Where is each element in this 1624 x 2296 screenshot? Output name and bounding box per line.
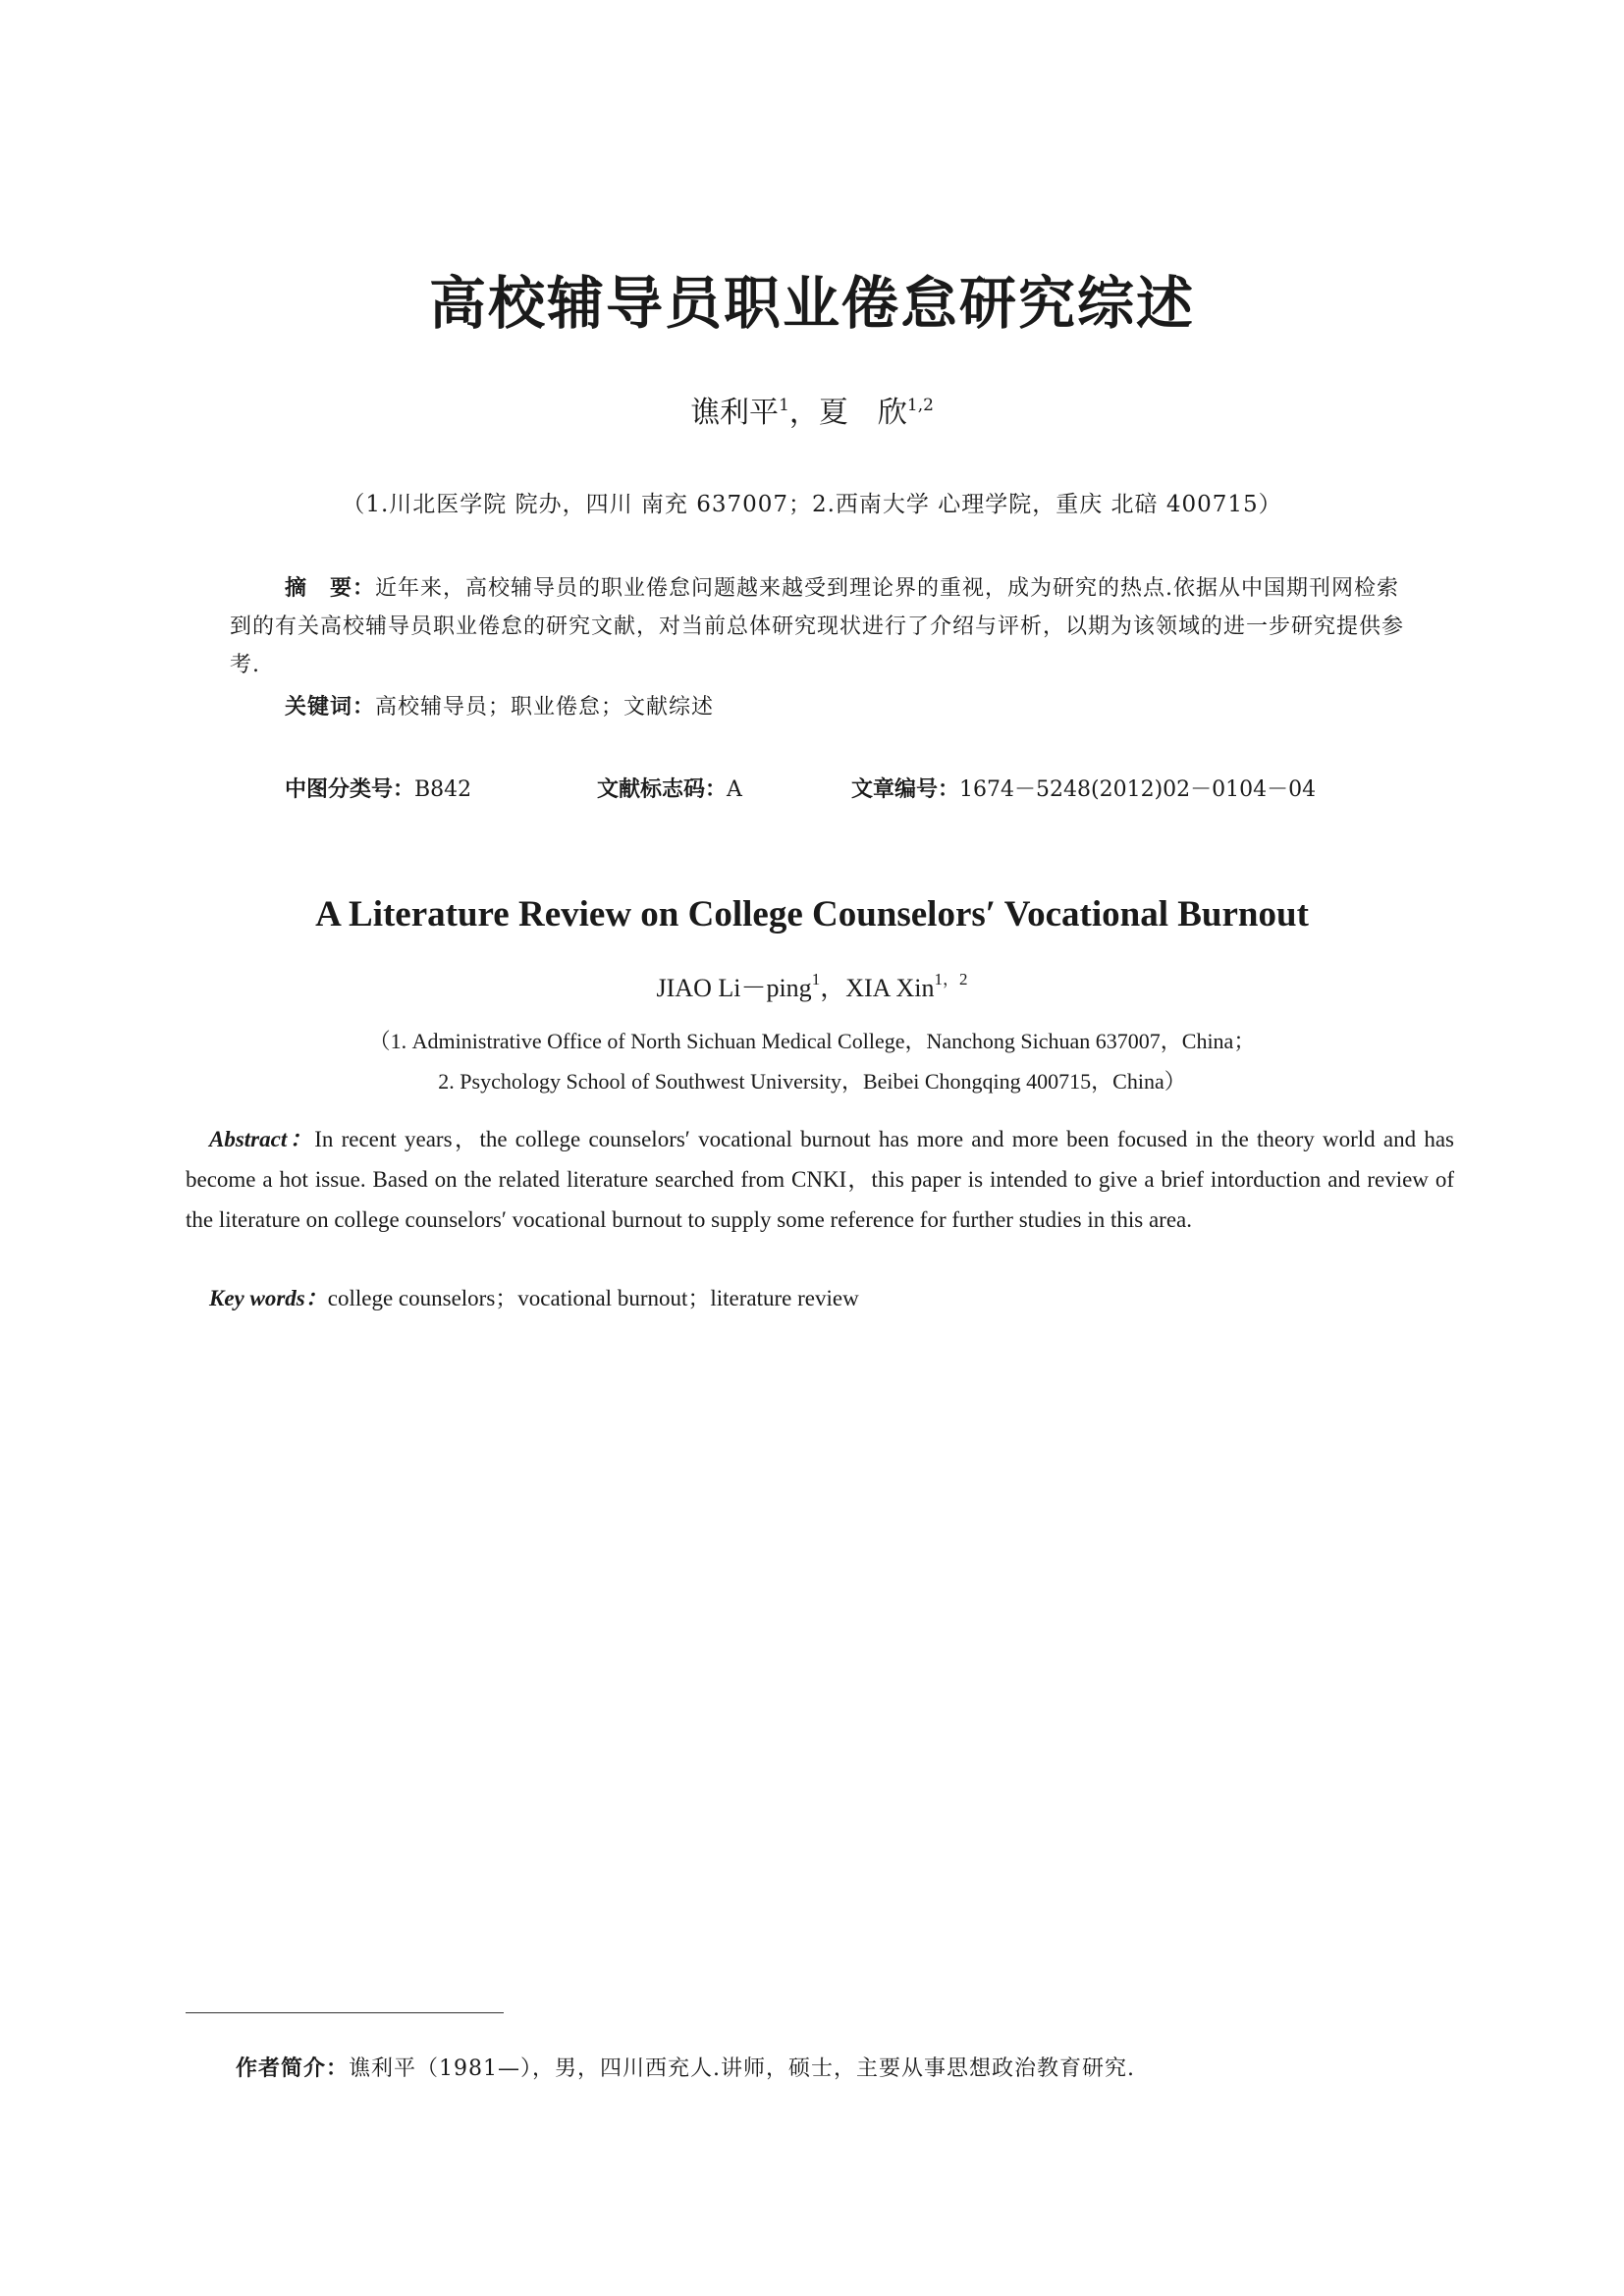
clc-value: B842 — [414, 777, 472, 802]
clc-number — [285, 773, 471, 803]
author-1-affil-mark: 1 — [779, 396, 789, 415]
chinese-keywords-text: 高校辅导员；职业倦怠；文献综述 — [375, 695, 715, 720]
author-1-name: 谯利平 — [690, 396, 780, 430]
chinese-abstract-text: 近年来，高校辅导员的职业倦怠问题越来越受到理论界的重视，成为研究的热点.依据从中国期刊网检索到的有关高校辅导员职业倦怠的研究文献，对当前总体研究现状进行了介绍与评析，以期为该领域的进一步研究提供参考. — [230, 576, 1405, 677]
chinese-affiliation: （1.川北医学院 院办，四川 南充 637007；2.西南大学 心理学院，重庆 北碚 400715） — [342, 492, 1282, 517]
english-affiliation-line-1: （1. Administrative Office of North Sichuan Medical College，Nanchong Sichuan 637007，China； — [368, 1029, 1256, 1053]
document-code-value: A — [727, 777, 742, 802]
english-title: A Literature Review on College Counselors′ Vocational Burnout — [315, 894, 1309, 934]
author-2-name: 夏 欣 — [818, 396, 907, 430]
english-abstract-label: Abstract： — [209, 1127, 315, 1151]
english-keywords-text: college counselors；vocational burnout；literature review — [327, 1286, 859, 1310]
chinese-abstract — [230, 569, 1408, 684]
chinese-keywords — [285, 690, 714, 721]
english-abstract-text: In recent years，the college counselors′ vocational burnout has more and more been focused in the theory world and has become a hot issue. Based on the related literature searched from CNKI，this paper is intended to give a brief intorduction and review of the literature on college counselors′ vocational burnout to supply some reference for further studies in this area. — [186, 1127, 1455, 1232]
clc-label: 中图分类号： — [285, 777, 415, 802]
english-author-2-mark: 1，2 — [934, 970, 968, 988]
english-author-separator: ， — [820, 974, 846, 1002]
chinese-authors — [0, 388, 1624, 431]
article-number-value: 1674－5248(2012)02－0104－04 — [959, 777, 1317, 802]
chinese-title: 高校辅导员职业倦怠研究综述 — [428, 270, 1195, 337]
english-affiliation-line-2: 2. Psychology School of Southwest University，Beibei Chongqing 400715，China） — [438, 1069, 1186, 1094]
chinese-abstract-label: 摘 要： — [285, 576, 376, 601]
english-author-1-mark: 1 — [811, 970, 821, 988]
footnote-divider — [186, 2012, 504, 2013]
footnote-label: 作者简介： — [236, 2056, 350, 2081]
document-code-label: 文献标志码： — [597, 777, 728, 802]
author-separator: ， — [788, 396, 819, 430]
document-code — [597, 773, 742, 803]
author-2-affil-mark: 1,2 — [906, 396, 934, 415]
english-author-2: XIA Xin — [845, 974, 935, 1002]
english-keywords-label: Key words： — [209, 1286, 328, 1310]
article-number — [851, 773, 1316, 803]
footnote-text: 谯利平（1981—），男，四川西充人.讲师，硕士，主要从事思想政治教育研究. — [349, 2056, 1135, 2081]
english-abstract — [186, 1119, 1454, 1240]
author-footnote — [236, 2052, 1135, 2082]
article-number-label: 文章编号： — [851, 777, 960, 802]
english-author-1: JIAO Li－ping — [656, 974, 812, 1002]
english-authors — [0, 965, 1624, 1004]
english-keywords — [209, 1280, 859, 1312]
chinese-keywords-label: 关键词： — [285, 695, 376, 720]
